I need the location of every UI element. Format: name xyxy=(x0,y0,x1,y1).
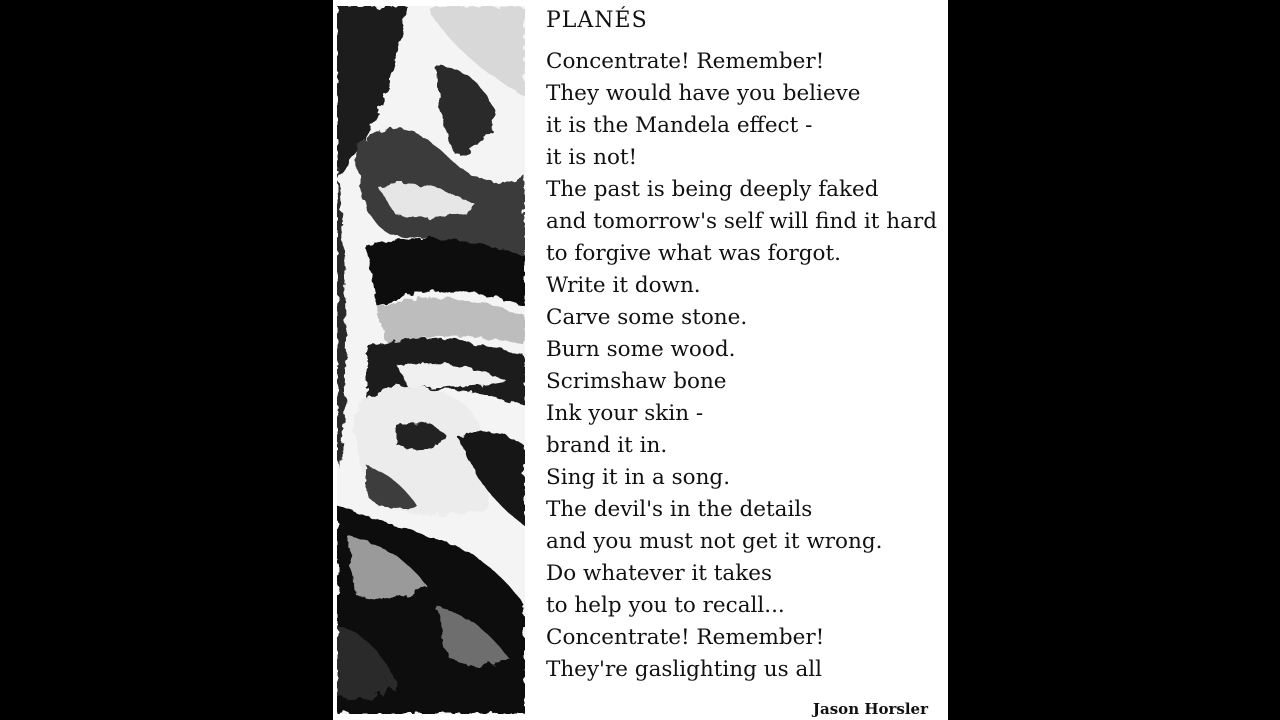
artwork-illustration xyxy=(337,6,525,714)
poem-line: Concentrate! Remember! xyxy=(546,49,825,74)
poem-line: The past is being deeply faked xyxy=(546,177,879,202)
poem-lines xyxy=(546,46,946,686)
poem-line: it is the Mandela effect - xyxy=(546,113,813,138)
poem-line: Sing it in a song. xyxy=(546,465,731,490)
poem-line: They would have you believe xyxy=(546,81,861,106)
poem-line: They're gaslighting us all xyxy=(546,657,823,682)
poem-line: Burn some wood. xyxy=(546,337,736,362)
ink-sketch-artwork xyxy=(337,6,525,714)
poem-page xyxy=(333,0,948,720)
poem-line: Concentrate! Remember! xyxy=(546,625,825,650)
poem-line: The devil's in the details xyxy=(546,497,813,522)
poem-line: and you must not get it wrong. xyxy=(546,529,883,554)
poem-line: Carve some stone. xyxy=(546,305,748,330)
poem-line: to forgive what was forgot. xyxy=(546,241,841,266)
poem-line: it is not! xyxy=(546,145,638,170)
poem-line: Ink your skin - xyxy=(546,401,704,426)
poem-block xyxy=(546,6,946,686)
poem-title: PLANÉS xyxy=(546,8,648,33)
poem-line: Write it down. xyxy=(546,273,701,298)
author-signature: Jason Horsler xyxy=(812,700,928,718)
poem-line: and tomorrow's self will find it hard xyxy=(546,209,937,234)
poem-line: to help you to recall... xyxy=(546,593,785,618)
poem-line: brand it in. xyxy=(546,433,668,458)
poem-line: Scrimshaw bone xyxy=(546,369,727,394)
poem-line: Do whatever it takes xyxy=(546,561,773,586)
